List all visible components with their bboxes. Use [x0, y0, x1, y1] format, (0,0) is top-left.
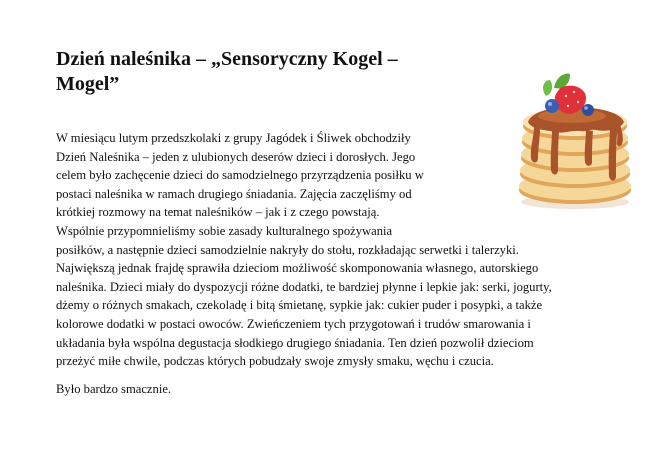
paragraph-line: kolorowe dodatki w postaci owoców. Zwieńczeniem tych przygotowań i trudów smarowania i [56, 316, 531, 331]
article-body [56, 129, 636, 398]
page-title [56, 47, 456, 97]
paragraph-line: postaci naleśnika w ramach drugiego śniadania. Zajęcia zaczęliśmy od [56, 186, 412, 201]
article-paragraph [56, 129, 636, 371]
closing-sentence: Było bardzo smacznie. [56, 381, 172, 396]
paragraph-line: posiłków, a następnie dzieci samodzielnie nakryły do stołu, rozkładając serwetki i talerzyki. [56, 242, 519, 257]
title-line: Mogel” [56, 73, 120, 95]
title-line: Dzień naleśnika – „Sensoryczny Kogel – [56, 48, 398, 70]
paragraph-line: celem było zachęcenie dzieci do samodzielnego przyrządzenia posiłku w [56, 168, 424, 183]
paragraph-line: Największą jednak frajdę sprawiła dzieciom możliwość skomponowania własnego, autorskiego [56, 261, 539, 276]
paragraph-line: Wspólnie przypomnieliśmy sobie zasady kulturalnego spożywania [56, 223, 393, 238]
paragraph-line: krótkiej rozmowy na temat naleśników – jak i z czego powstają. [56, 205, 380, 220]
paragraph-line: przeżyć miłe chwile, podczas których pobudzały swoje zmysły smaku, węchu i czucia. [56, 354, 494, 369]
paragraph-line: Dzień Naleśnika – jeden z ulubionych deserów dzieci i dorosłych. Jego [56, 149, 416, 164]
paragraph-line: W miesiącu lutym przedszkolaki z grupy Jagódek i Śliwek obchodziły [56, 131, 411, 145]
paragraph-line: dżemy o różnych smakach, czekoladę i bitą śmietanę, sypkie jak: cukier puder i posypki, a także [56, 298, 543, 313]
paragraph-line: naleśnika. Dzieci miały do dyspozycji różne dodatki, te bardziej płynne i lepkie jak: serki, jogurty, [56, 279, 552, 294]
paragraph-line: układania była wspólna degustacja słodkiego drugiego śniadania. Ten dzień pozwolił dzieciom [56, 335, 534, 350]
